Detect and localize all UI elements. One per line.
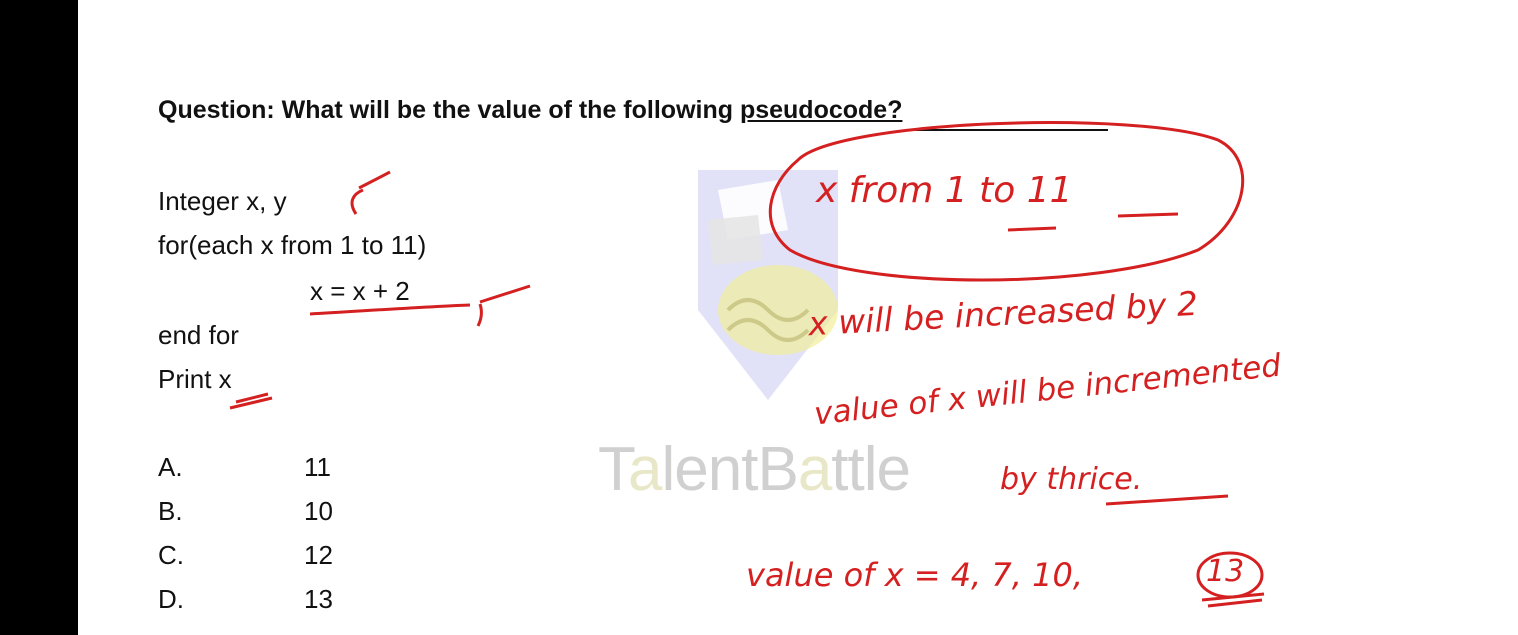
code-line-for: for(each x from 1 to 11) [158, 230, 427, 260]
option-a-letter: A. [158, 452, 183, 482]
code-line-endfor: end for [158, 320, 239, 350]
watermark-a: a [628, 435, 662, 504]
watermark-lentb: lentB [661, 435, 798, 504]
annotation-value-line2: by thrice. [1000, 462, 1143, 497]
annotation-result-prefix: value of x = 4, 7, 10, [746, 556, 1083, 594]
code-line-print: Print x [158, 364, 232, 394]
annotation-result-circled: 13 [1206, 554, 1245, 589]
option-c-value: 12 [304, 540, 333, 570]
annotation-increase: x will be increased by 2 [807, 283, 1199, 344]
option-b-value: 10 [304, 496, 333, 526]
question-prefix: Question: What will be the value of the following [158, 96, 740, 124]
annotation-circled-note: x from 1 to 11 [816, 170, 1073, 211]
question-underlined-word: pseudocode? [739, 96, 903, 124]
option-c-letter: C. [158, 540, 184, 570]
option-d-value: 13 [304, 584, 333, 614]
ink-strokes [78, 0, 1518, 635]
watermark-a2: a [797, 435, 832, 504]
watermark-ttle: ttle [831, 435, 911, 504]
annotation-value-line1: value of x will be incremented [812, 347, 1283, 433]
option-d-letter: D. [158, 584, 184, 614]
option-a-value: 11 [304, 452, 331, 482]
code-line-body: x = x + 2 [310, 276, 410, 306]
option-b-letter: B. [158, 496, 183, 526]
code-line-declare: Integer x, y [158, 186, 287, 216]
watermark-t: T [598, 435, 628, 504]
slide [78, 0, 1518, 635]
